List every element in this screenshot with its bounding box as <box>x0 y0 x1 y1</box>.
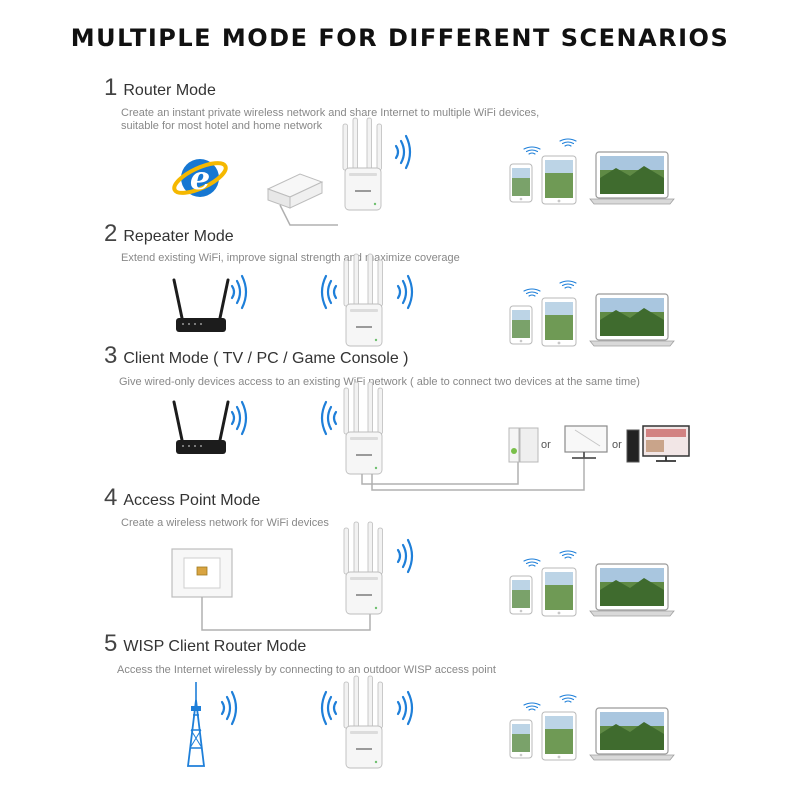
mode-3-name: Client Mode ( TV / PC / Game Console ) <box>123 350 409 367</box>
client-devices-group <box>510 139 674 204</box>
mode-4-diagram <box>172 522 674 630</box>
wifi-extender-icon <box>343 118 382 210</box>
wifi-signal-icon <box>398 276 412 308</box>
wifi-extender-icon <box>344 676 383 768</box>
mode-1-description-line-1: Create an instant private wireless network and share Internet to multiple WiFi devices, <box>121 107 540 119</box>
tv-icon <box>565 426 607 458</box>
mode-5-name: WISP Client Router Mode <box>123 638 307 655</box>
wifi-signal-icon <box>322 402 336 434</box>
modem-icon <box>268 174 322 208</box>
mode-1-description-line-2: suitable for most hotel and home network <box>121 120 323 132</box>
wifi-signal-icon <box>322 276 336 308</box>
mode-5-diagram <box>188 676 674 768</box>
wifi-extender-icon <box>344 382 383 474</box>
mode-4-description: Create a wireless network for WiFi devices <box>121 517 329 529</box>
internet-explorer-letter: e <box>189 159 211 197</box>
cable <box>362 458 518 484</box>
desktop-computer-icon <box>627 426 689 462</box>
client-devices-group <box>510 281 674 346</box>
mode-2-diagram <box>174 254 674 346</box>
game-console-icon <box>509 428 538 462</box>
mode-4-number: 4 <box>104 484 118 511</box>
wifi-signal-icon <box>396 136 410 168</box>
wall-ethernet-socket-icon <box>172 549 232 597</box>
page-title: MULTIPLE MODE FOR DIFFERENT SCENARIOS <box>70 24 730 52</box>
or-separator-1: or <box>541 439 551 451</box>
mode-2-description: Extend existing WiFi, improve signal strength and maximize coverage <box>121 252 460 264</box>
wisp-tower-icon <box>188 682 204 766</box>
wifi-extender-icon <box>344 522 383 614</box>
mode-5-description: Access the Internet wirelessly by connecting to an outdoor WISP access point <box>117 664 496 676</box>
mode-2-number: 2 <box>104 220 118 247</box>
wifi-signal-icon <box>222 692 236 724</box>
client-devices-group <box>510 695 674 760</box>
wifi-signal-icon <box>398 692 412 724</box>
mode-5-number: 5 <box>104 630 118 657</box>
wifi-extender-icon <box>344 254 383 346</box>
or-separator-2: or <box>612 439 622 451</box>
mode-3-number: 3 <box>104 342 118 369</box>
wifi-signal-icon <box>322 692 336 724</box>
mode-2-name: Repeater Mode <box>123 228 234 245</box>
wifi-router-icon <box>174 402 228 454</box>
mode-1-number: 1 <box>104 74 118 101</box>
mode-4-name: Access Point Mode <box>123 492 261 509</box>
wifi-signal-icon <box>398 540 412 572</box>
cable <box>202 597 370 630</box>
wifi-router-icon <box>174 280 228 332</box>
cable <box>372 456 584 490</box>
mode-1-diagram <box>170 118 674 225</box>
mode-3-diagram <box>174 382 689 490</box>
client-devices-group <box>510 551 674 616</box>
wifi-signal-icon <box>232 402 246 434</box>
mode-1-name: Router Mode <box>123 82 216 99</box>
mode-3-description: Give wired-only devices access to an existing WiFi network ( able to connect two devices at the same time) <box>119 376 640 388</box>
wifi-signal-icon <box>232 276 246 308</box>
